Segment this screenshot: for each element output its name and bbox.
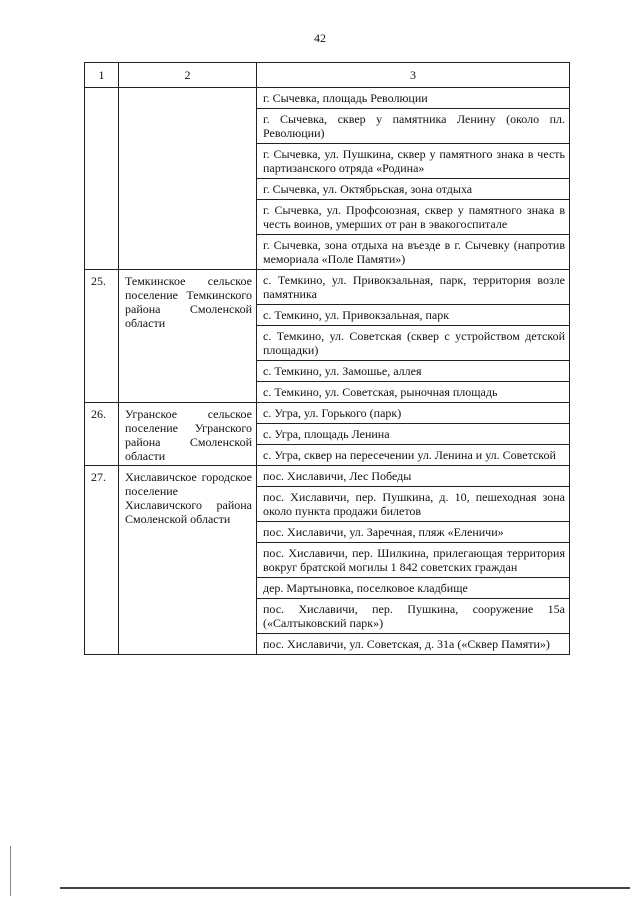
name-cell: Хиславичское городское поселение Хиславичского района Смоленской области [119,466,257,655]
name-cell [119,88,257,270]
place-cell: г. Сычевка, ул. Профсоюзная, сквер у памятного знака в честь воинов, умерших от ран в эвакогоспитале [257,200,570,235]
place-cell: г. Сычевка, ул. Октябрьская, зона отдыха [257,179,570,200]
place-cell: пос. Хиславичи, ул. Советская, д. 31а («Сквер Памяти») [257,634,570,655]
place-cell: с. Угра, площадь Ленина [257,424,570,445]
place-cell: с. Угра, ул. Горького (парк) [257,403,570,424]
header-col-3: 3 [257,63,570,88]
place-cell: пос. Хиславичи, пер. Шилкина, прилегающая территория вокруг братской могилы 1 842 советских граждан [257,543,570,578]
places-table [84,62,570,655]
number-cell [85,88,119,270]
place-cell: пос. Хиславичи, пер. Пушкина, сооружение 15а («Салтыковский парк») [257,599,570,634]
bottom-rule [60,887,630,889]
number-cell: 25. [85,270,119,403]
table-row [85,270,570,305]
place-cell: пос. Хиславичи, пер. Пушкина, д. 10, пешеходная зона около пункта продажи билетов [257,487,570,522]
header-col-2: 2 [119,63,257,88]
place-cell: г. Сычевка, зона отдыха на въезде в г. Сычевку (напротив мемориала «Поле Памяти») [257,235,570,270]
margin-mark [10,846,11,896]
table-row [85,88,570,109]
place-cell: дер. Мартыновка, поселковое кладбище [257,578,570,599]
number-cell: 26. [85,403,119,466]
number-cell: 27. [85,466,119,655]
place-cell: с. Темкино, ул. Замошье, аллея [257,361,570,382]
place-cell: пос. Хиславичи, Лес Победы [257,466,570,487]
header-col-1: 1 [85,63,119,88]
name-cell: Темкинское сельское поселение Темкинского района Смоленской области [119,270,257,403]
place-cell: г. Сычевка, ул. Пушкина, сквер у памятного знака в честь партизанского отряда «Родина» [257,144,570,179]
table-body [85,88,570,655]
place-cell: с. Темкино, ул. Советская, рыночная площадь [257,382,570,403]
place-cell: пос. Хиславичи, ул. Заречная, пляж «Еленичи» [257,522,570,543]
place-cell: г. Сычевка, сквер у памятника Ленину (около пл. Революции) [257,109,570,144]
table-row [85,466,570,487]
name-cell: Угранское сельское поселение Угранского района Смоленской области [119,403,257,466]
place-cell: с. Темкино, ул. Привокзальная, парк, территория возле памятника [257,270,570,305]
table-header [85,63,570,88]
page-number: 42 [314,31,326,45]
table-row [85,403,570,424]
place-cell: г. Сычевка, площадь Революции [257,88,570,109]
place-cell: с. Темкино, ул. Привокзальная, парк [257,305,570,326]
place-cell: с. Темкино, ул. Советская (сквер с устройством детской площадки) [257,326,570,361]
place-cell: с. Угра, сквер на пересечении ул. Ленина и ул. Советской [257,445,570,466]
